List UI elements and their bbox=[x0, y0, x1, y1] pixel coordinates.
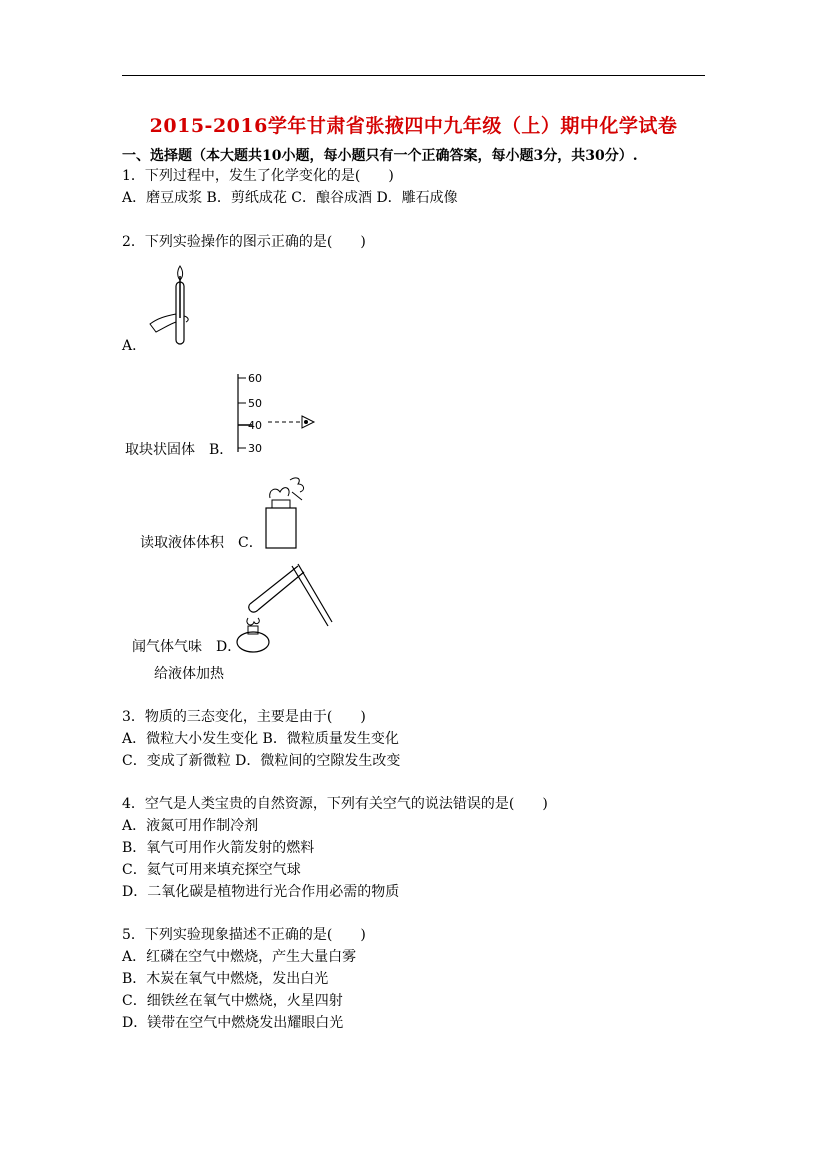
question-4-option-a: A．液氮可用作制冷剂 bbox=[122, 818, 259, 834]
page-title: 2015-2016学年甘肃省张掖四中九年级（上）期中化学试卷 bbox=[149, 115, 678, 137]
caption-c-option-d: 闻气体气味 D． bbox=[132, 639, 242, 655]
tick-label-50: 50 bbox=[248, 397, 262, 410]
question-2-stem: 2．下列实验操作的图示正确的是( ) bbox=[122, 234, 366, 250]
figure-graduated-cylinder bbox=[232, 370, 322, 455]
caption-d: 给液体加热 bbox=[154, 666, 224, 682]
tick-label-40: 40 bbox=[248, 419, 262, 432]
question-3-line-2: C．变成了新微粒 D．微粒间的空隙发生改变 bbox=[122, 753, 401, 769]
question-3-line-1: A．微粒大小发生变化 B．微粒质量发生变化 bbox=[122, 731, 399, 747]
question-2-option-a: A． bbox=[122, 338, 147, 354]
caption-b-option-c: 读取液体体积 C． bbox=[140, 535, 263, 551]
question-1-options: A．磨豆成浆 B．剪纸成花 C．酿谷成酒 D．雕石成像 bbox=[122, 190, 458, 206]
figure-test-tube-hand bbox=[140, 262, 200, 352]
question-5-option-b: B．木炭在氧气中燃烧，发出白光 bbox=[122, 971, 329, 987]
figure-heating-test-tube bbox=[232, 560, 332, 655]
question-5-stem: 5．下列实验现象描述不正确的是( ) bbox=[122, 927, 366, 943]
tick-label-60: 60 bbox=[248, 372, 262, 385]
question-5-option-a: A．红磷在空气中燃烧，产生大量白雾 bbox=[122, 949, 357, 965]
tick-label-30: 30 bbox=[248, 442, 262, 455]
question-4-option-d: D．二氧化碳是植物进行光合作用必需的物质 bbox=[122, 884, 400, 900]
question-4-option-b: B．氧气可用作火箭发射的燃料 bbox=[122, 840, 315, 856]
caption-a-option-b: 取块状固体 B． bbox=[125, 442, 234, 458]
question-3-stem: 3．物质的三态变化，主要是由于( ) bbox=[122, 709, 366, 725]
question-1-stem: 1．下列过程中，发生了化学变化的是( ) bbox=[122, 168, 394, 184]
question-4-option-c: C．氦气可用来填充探空气球 bbox=[122, 862, 301, 878]
figure-bottle-smell bbox=[258, 472, 318, 552]
question-5-option-c: C．细铁丝在氧气中燃烧，火星四射 bbox=[122, 993, 343, 1009]
question-4-stem: 4．空气是人类宝贵的自然资源，下列有关空气的说法错误的是( ) bbox=[122, 796, 548, 812]
question-5-option-d: D．镁带在空气中燃烧发出耀眼白光 bbox=[122, 1015, 344, 1031]
header-rule bbox=[122, 75, 705, 76]
section-heading: 一、选择题（本大题共10小题，每小题只有一个正确答案，每小题3分，共30分）. bbox=[122, 148, 638, 164]
